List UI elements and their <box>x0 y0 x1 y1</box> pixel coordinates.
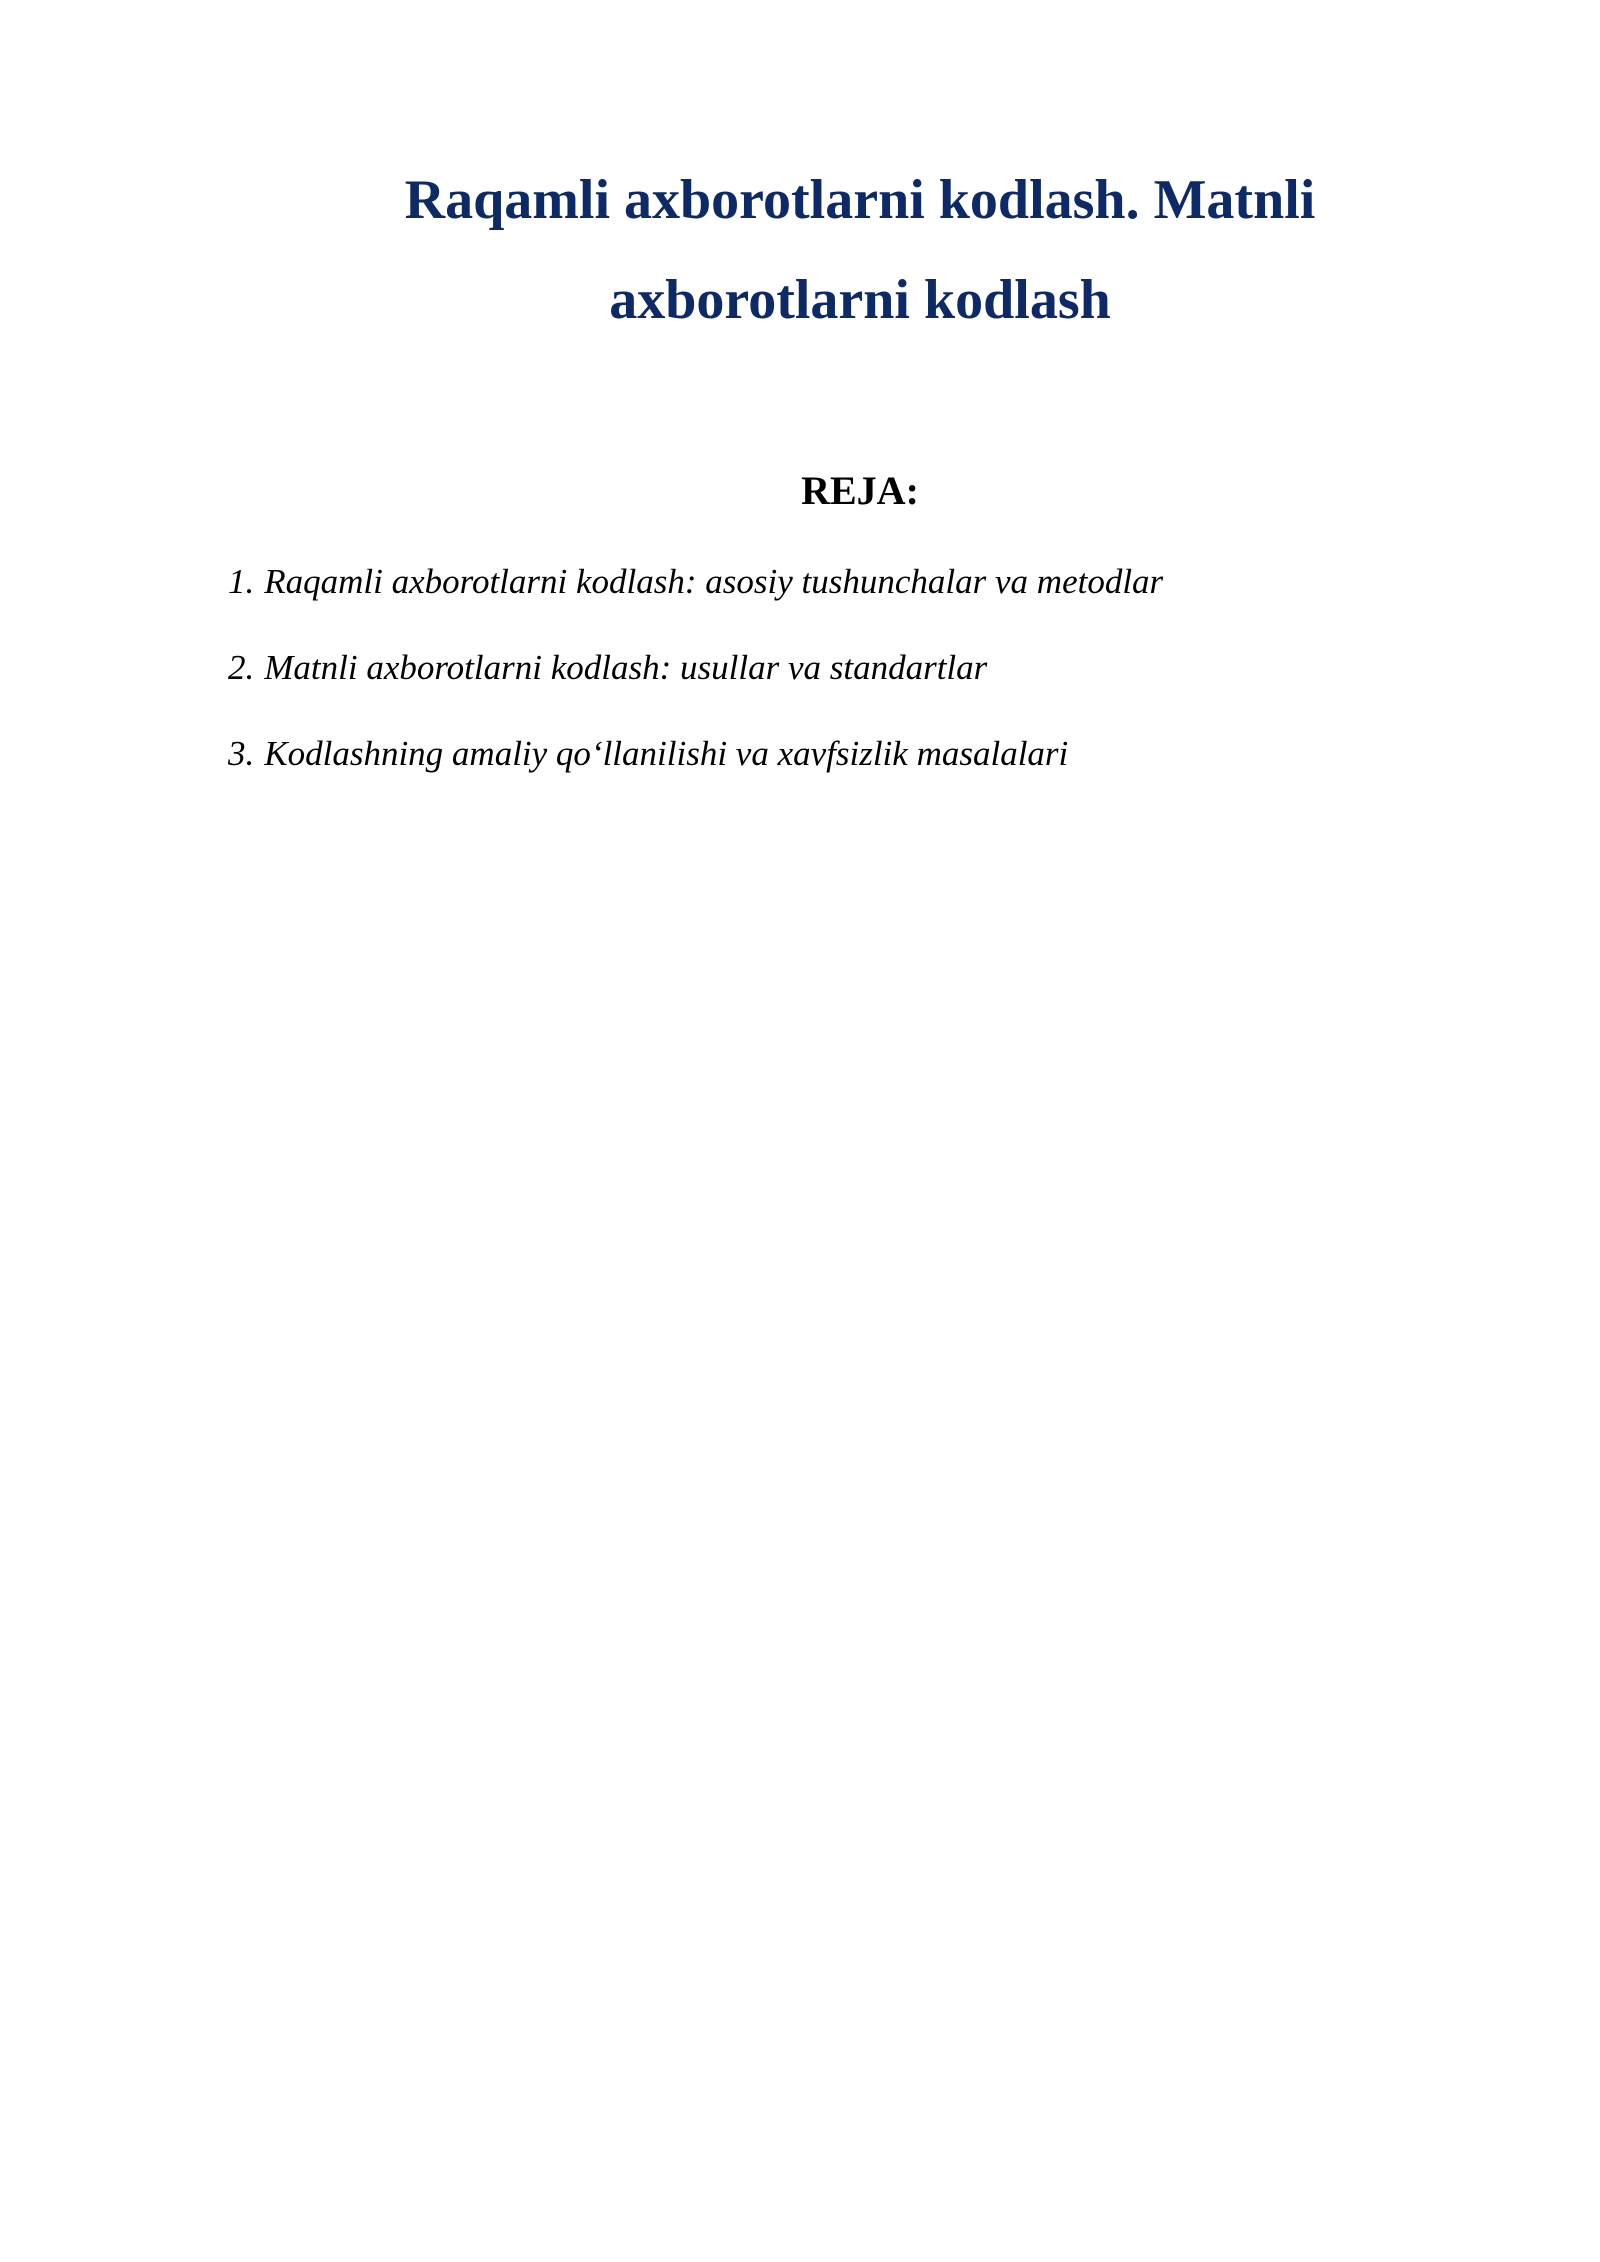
title-line-2: axborotlarni kodlash <box>609 269 1111 331</box>
plan-item <box>228 557 1428 643</box>
title-line-1: Raqamli axborotlarni kodlash. Matnli <box>404 169 1316 231</box>
plan-list <box>228 557 1428 815</box>
plan-item-number: 3. <box>228 734 255 773</box>
plan-item-text: Matnli axborotlarni kodlash: usullar va standartlar <box>264 648 988 687</box>
plan-item-text: Kodlashning amaliy qo‘llanilishi va xavfsizlik masalalari <box>264 734 1069 773</box>
document-title <box>200 150 1520 350</box>
plan-item <box>228 643 1428 729</box>
plan-item-text: Raqamli axborotlarni kodlash: asosiy tushunchalar va metodlar <box>264 562 1164 601</box>
plan-item-number: 2. <box>228 648 255 687</box>
plan-item <box>228 729 1428 815</box>
plan-item-number: 1. <box>228 562 255 601</box>
plan-heading: REJA: <box>801 468 919 513</box>
